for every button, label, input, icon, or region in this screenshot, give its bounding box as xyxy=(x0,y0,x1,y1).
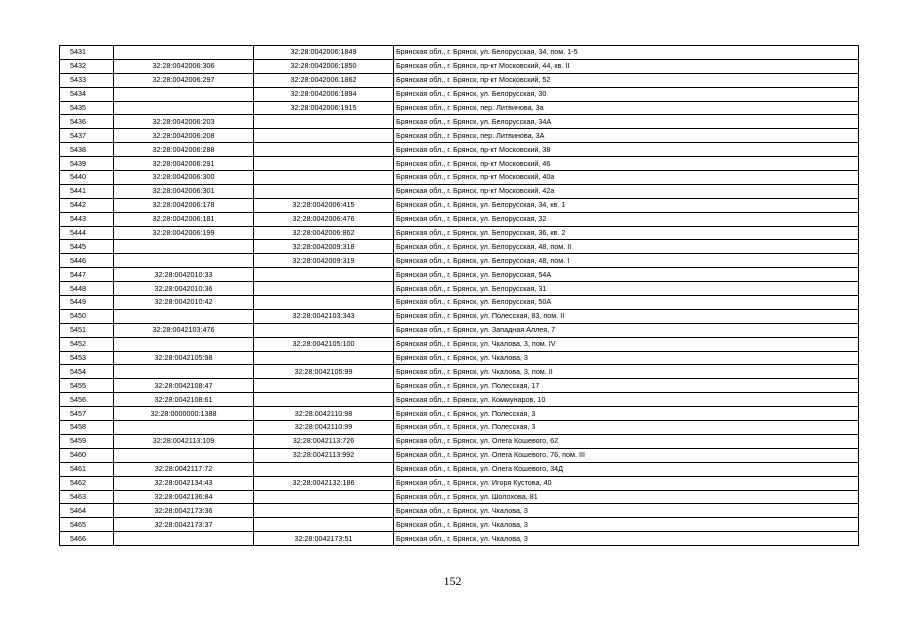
building-cadastral-number-cell: 32:28:0042113:726 xyxy=(254,434,394,448)
row-number-cell: 5453 xyxy=(60,351,114,365)
land-cadastral-number-cell xyxy=(114,101,254,115)
table-row xyxy=(60,212,859,226)
land-cadastral-number-cell xyxy=(114,254,254,268)
table-row xyxy=(60,351,859,365)
building-cadastral-number-cell xyxy=(254,268,394,282)
table-row xyxy=(60,476,859,490)
row-number-cell: 5450 xyxy=(60,309,114,323)
row-number-cell: 5449 xyxy=(60,296,114,310)
row-number-cell: 5452 xyxy=(60,337,114,351)
table-row xyxy=(60,184,859,198)
address-cell: Брянская обл., г. Брянск, ул. Белорусская, 36, кв. 2 xyxy=(394,226,859,240)
land-cadastral-number-cell: 32:28:0000000:1388 xyxy=(114,407,254,421)
table-row xyxy=(60,421,859,435)
address-cell: Брянская обл., г. Брянск, пер. Литвинова, 3А xyxy=(394,129,859,143)
row-number-cell: 5437 xyxy=(60,129,114,143)
building-cadastral-number-cell: 32:28:0042103:343 xyxy=(254,309,394,323)
building-cadastral-number-cell xyxy=(254,462,394,476)
row-number-cell: 5448 xyxy=(60,282,114,296)
address-cell: Брянская обл., г. Брянск, пр-кт Московский, 46 xyxy=(394,157,859,171)
building-cadastral-number-cell: 32:28:0042006:1915 xyxy=(254,101,394,115)
table-row xyxy=(60,532,859,546)
address-cell: Брянская обл., г. Брянск, ул. Белорусская, 54А xyxy=(394,268,859,282)
land-cadastral-number-cell: 32:28:0042006:291 xyxy=(114,157,254,171)
address-cell: Брянская обл., г. Брянск, ул. Полесская, 3 xyxy=(394,407,859,421)
land-cadastral-number-cell: 32:28:0042108:61 xyxy=(114,393,254,407)
land-cadastral-number-cell xyxy=(114,309,254,323)
cadastral-table xyxy=(59,45,859,546)
row-number-cell: 5439 xyxy=(60,157,114,171)
address-cell: Брянская обл., г. Брянск, ул. Белорусская, 32 xyxy=(394,212,859,226)
address-cell: Брянская обл., г. Брянск, ул. Чкалова, 3 xyxy=(394,532,859,546)
land-cadastral-number-cell: 32:28:0042006:181 xyxy=(114,212,254,226)
building-cadastral-number-cell xyxy=(254,282,394,296)
address-cell: Брянская обл., г. Брянск, ул. Игоря Кустова, 40 xyxy=(394,476,859,490)
building-cadastral-number-cell: 32:28:0042110:99 xyxy=(254,421,394,435)
land-cadastral-number-cell: 32:28:0042113:109 xyxy=(114,434,254,448)
address-cell: Брянская обл., г. Брянск, пр-кт Московский, 42а xyxy=(394,184,859,198)
address-cell: Брянская обл., г. Брянск, ул. Чкалова, 3 xyxy=(394,351,859,365)
land-cadastral-number-cell: 32:28:0042173:36 xyxy=(114,504,254,518)
land-cadastral-number-cell: 32:28:0042010:42 xyxy=(114,296,254,310)
address-cell: Брянская обл., г. Брянск, ул. Олега Кошевого, 34Д xyxy=(394,462,859,476)
row-number-cell: 5445 xyxy=(60,240,114,254)
land-cadastral-number-cell: 32:28:0042173:37 xyxy=(114,518,254,532)
row-number-cell: 5462 xyxy=(60,476,114,490)
table-row xyxy=(60,87,859,101)
row-number-cell: 5443 xyxy=(60,212,114,226)
land-cadastral-number-cell xyxy=(114,448,254,462)
row-number-cell: 5451 xyxy=(60,323,114,337)
table-row xyxy=(60,73,859,87)
row-number-cell: 5454 xyxy=(60,365,114,379)
address-cell: Брянская обл., г. Брянск, ул. Полесская, 17 xyxy=(394,379,859,393)
table-row xyxy=(60,157,859,171)
building-cadastral-number-cell xyxy=(254,296,394,310)
land-cadastral-number-cell: 32:28:0042006:199 xyxy=(114,226,254,240)
row-number-cell: 5457 xyxy=(60,407,114,421)
row-number-cell: 5458 xyxy=(60,421,114,435)
row-number-cell: 5438 xyxy=(60,143,114,157)
building-cadastral-number-cell: 32:28:0042006:862 xyxy=(254,226,394,240)
table-row xyxy=(60,337,859,351)
row-number-cell: 5446 xyxy=(60,254,114,268)
table-row xyxy=(60,296,859,310)
land-cadastral-number-cell: 32:28:0042006:297 xyxy=(114,73,254,87)
building-cadastral-number-cell xyxy=(254,490,394,504)
building-cadastral-number-cell: 32:28:0042105:99 xyxy=(254,365,394,379)
table-row xyxy=(60,379,859,393)
table-row xyxy=(60,198,859,212)
address-cell: Брянская обл., г. Брянск, ул. Чкалова, 3, пом. II xyxy=(394,365,859,379)
address-cell: Брянская обл., г. Брянск, ул. Коммунаров, 10 xyxy=(394,393,859,407)
table-row xyxy=(60,490,859,504)
building-cadastral-number-cell: 32:28:0042105:100 xyxy=(254,337,394,351)
address-cell: Брянская обл., г. Брянск, пр-кт Московский, 44, кв. II xyxy=(394,59,859,73)
building-cadastral-number-cell: 32:28:0042006:1849 xyxy=(254,46,394,60)
address-cell: Брянская обл., г. Брянск, ул. Полесская, 83, пом. II xyxy=(394,309,859,323)
land-cadastral-number-cell xyxy=(114,46,254,60)
building-cadastral-number-cell xyxy=(254,351,394,365)
row-number-cell: 5444 xyxy=(60,226,114,240)
row-number-cell: 5440 xyxy=(60,171,114,185)
table-row xyxy=(60,365,859,379)
address-cell: Брянская обл., г. Брянск, ул. Западная Аллея, 7 xyxy=(394,323,859,337)
table-row xyxy=(60,407,859,421)
building-cadastral-number-cell: 32:28:0042006:1862 xyxy=(254,73,394,87)
building-cadastral-number-cell xyxy=(254,184,394,198)
table-row xyxy=(60,323,859,337)
table-body xyxy=(60,46,859,546)
building-cadastral-number-cell xyxy=(254,393,394,407)
row-number-cell: 5461 xyxy=(60,462,114,476)
building-cadastral-number-cell xyxy=(254,518,394,532)
address-cell: Брянская обл., г. Брянск, пр-кт Московский, 38 xyxy=(394,143,859,157)
building-cadastral-number-cell: 32:28:0042132:186 xyxy=(254,476,394,490)
land-cadastral-number-cell: 32:28:0042006:203 xyxy=(114,115,254,129)
address-cell: Брянская обл., г. Брянск, ул. Чкалова, 3, пом. IV xyxy=(394,337,859,351)
land-cadastral-number-cell: 32:28:0042103:476 xyxy=(114,323,254,337)
land-cadastral-number-cell: 32:28:0042108:47 xyxy=(114,379,254,393)
land-cadastral-number-cell: 32:28:0042006:288 xyxy=(114,143,254,157)
building-cadastral-number-cell: 32:28:0042009:319 xyxy=(254,254,394,268)
table-row xyxy=(60,171,859,185)
address-cell: Брянская обл., г. Брянск, пр-кт Московский, 52 xyxy=(394,73,859,87)
building-cadastral-number-cell xyxy=(254,379,394,393)
land-cadastral-number-cell: 32:28:0042117:72 xyxy=(114,462,254,476)
table-row xyxy=(60,240,859,254)
row-number-cell: 5463 xyxy=(60,490,114,504)
address-cell: Брянская обл., г. Брянск, пер. Литвинова, 3а xyxy=(394,101,859,115)
building-cadastral-number-cell: 32:28:0042173:51 xyxy=(254,532,394,546)
land-cadastral-number-cell xyxy=(114,421,254,435)
row-number-cell: 5435 xyxy=(60,101,114,115)
address-cell: Брянская обл., г. Брянск, ул. Олега Кошевого, 76, пом. III xyxy=(394,448,859,462)
table-row xyxy=(60,59,859,73)
address-cell: Брянская обл., г. Брянск, ул. Белорусская, 48, пом. I xyxy=(394,254,859,268)
building-cadastral-number-cell xyxy=(254,504,394,518)
building-cadastral-number-cell xyxy=(254,171,394,185)
table-row xyxy=(60,101,859,115)
address-cell: Брянская обл., г. Брянск, ул. Белорусская, 34А xyxy=(394,115,859,129)
table-row xyxy=(60,129,859,143)
address-cell: Брянская обл., г. Брянск, ул. Белорусская, 50А xyxy=(394,296,859,310)
address-cell: Брянская обл., г. Брянск, ул. Олега Кошевого, 62 xyxy=(394,434,859,448)
building-cadastral-number-cell: 32:28:0042006:1894 xyxy=(254,87,394,101)
land-cadastral-number-cell: 32:28:0042105:98 xyxy=(114,351,254,365)
table-row xyxy=(60,504,859,518)
land-cadastral-number-cell: 32:28:0042006:300 xyxy=(114,171,254,185)
table-row xyxy=(60,393,859,407)
table-row xyxy=(60,448,859,462)
address-cell: Брянская обл., г. Брянск, ул. Белорусская, 31 xyxy=(394,282,859,296)
table-row xyxy=(60,462,859,476)
address-cell: Брянская обл., г. Брянск, ул. Белорусская, 48, пом. II xyxy=(394,240,859,254)
row-number-cell: 5433 xyxy=(60,73,114,87)
address-cell: Брянская обл., г. Брянск, пр-кт Московский, 40а xyxy=(394,171,859,185)
land-cadastral-number-cell: 32:28:0042006:301 xyxy=(114,184,254,198)
table-row xyxy=(60,309,859,323)
row-number-cell: 5460 xyxy=(60,448,114,462)
row-number-cell: 5436 xyxy=(60,115,114,129)
row-number-cell: 5432 xyxy=(60,59,114,73)
address-cell: Брянская обл., г. Брянск, ул. Чкалова, 3 xyxy=(394,504,859,518)
building-cadastral-number-cell xyxy=(254,143,394,157)
table-row xyxy=(60,226,859,240)
land-cadastral-number-cell: 32:28:0042006:306 xyxy=(114,59,254,73)
land-cadastral-number-cell: 32:28:0042006:178 xyxy=(114,198,254,212)
building-cadastral-number-cell xyxy=(254,157,394,171)
address-cell: Брянская обл., г. Брянск, ул. Шолохова, 81 xyxy=(394,490,859,504)
land-cadastral-number-cell xyxy=(114,532,254,546)
row-number-cell: 5465 xyxy=(60,518,114,532)
building-cadastral-number-cell: 32:28:0042006:1850 xyxy=(254,59,394,73)
row-number-cell: 5466 xyxy=(60,532,114,546)
address-cell: Брянская обл., г. Брянск, ул. Чкалова, 3 xyxy=(394,518,859,532)
building-cadastral-number-cell xyxy=(254,129,394,143)
land-cadastral-number-cell: 32:28:0042136:84 xyxy=(114,490,254,504)
row-number-cell: 5441 xyxy=(60,184,114,198)
address-cell: Брянская обл., г. Брянск, ул. Полесская, 3 xyxy=(394,421,859,435)
address-cell: Брянская обл., г. Брянск, ул. Белорусская, 34, пом. 1-5 xyxy=(394,46,859,60)
row-number-cell: 5442 xyxy=(60,198,114,212)
table-row xyxy=(60,282,859,296)
table-row xyxy=(60,518,859,532)
land-cadastral-number-cell: 32:28:0042134:43 xyxy=(114,476,254,490)
row-number-cell: 5464 xyxy=(60,504,114,518)
land-cadastral-number-cell xyxy=(114,240,254,254)
building-cadastral-number-cell: 32:28:0042006:476 xyxy=(254,212,394,226)
table-row xyxy=(60,268,859,282)
building-cadastral-number-cell xyxy=(254,115,394,129)
row-number-cell: 5459 xyxy=(60,434,114,448)
land-cadastral-number-cell xyxy=(114,365,254,379)
land-cadastral-number-cell xyxy=(114,337,254,351)
table-row xyxy=(60,434,859,448)
building-cadastral-number-cell xyxy=(254,323,394,337)
address-cell: Брянская обл., г. Брянск, ул. Белорусская, 34, кв. 1 xyxy=(394,198,859,212)
building-cadastral-number-cell: 32:28:0042009:318 xyxy=(254,240,394,254)
table-row xyxy=(60,46,859,60)
land-cadastral-number-cell: 32:28:0042010:33 xyxy=(114,268,254,282)
row-number-cell: 5455 xyxy=(60,379,114,393)
address-cell: Брянская обл., г. Брянск, ул. Белорусская, 30 xyxy=(394,87,859,101)
building-cadastral-number-cell: 32:28:0042110:98 xyxy=(254,407,394,421)
land-cadastral-number-cell: 32:28:0042006:208 xyxy=(114,129,254,143)
land-cadastral-number-cell xyxy=(114,87,254,101)
row-number-cell: 5456 xyxy=(60,393,114,407)
table-row xyxy=(60,254,859,268)
row-number-cell: 5447 xyxy=(60,268,114,282)
building-cadastral-number-cell: 32:28:0042113:992 xyxy=(254,448,394,462)
building-cadastral-number-cell: 32:28:0042006:415 xyxy=(254,198,394,212)
row-number-cell: 5434 xyxy=(60,87,114,101)
land-cadastral-number-cell: 32:28:0042010:36 xyxy=(114,282,254,296)
page-number: 152 xyxy=(443,574,462,588)
table-row xyxy=(60,143,859,157)
row-number-cell: 5431 xyxy=(60,46,114,60)
table-row xyxy=(60,115,859,129)
